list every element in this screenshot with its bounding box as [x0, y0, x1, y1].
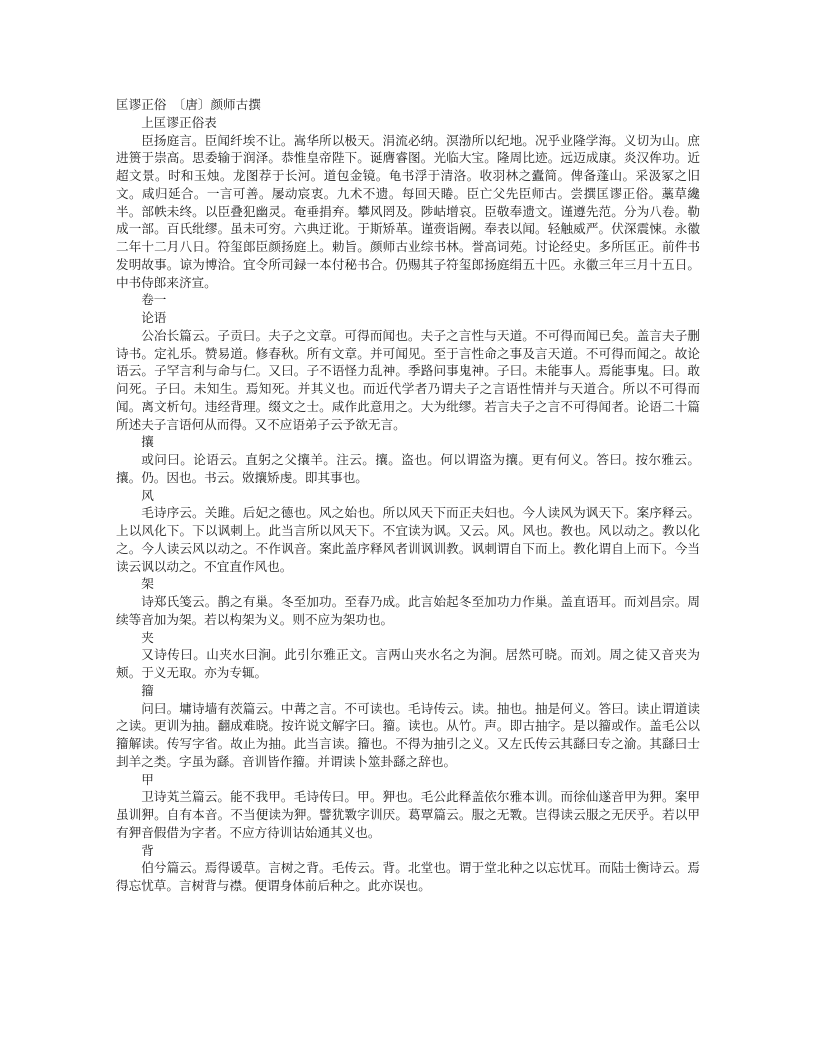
section-heading-lunyu: 论语: [141, 310, 167, 325]
memorial-heading: 上匡谬正俗表: [141, 114, 217, 130]
memorial-paragraph: 臣扬庭言。臣闻纤埃不让。嵩华所以极天。涓流必纳。溟渤所以纪地。况乎业隆学海。义切为山。庶进篑于崇高。思委输于润泽。恭惟皇帝陛下。诞膺睿图。光临大宝。隆周比迹。远迈成康。炎汉侔功。近超文景。时和玉烛。龙图荐于长河。道包金镜。龟书浮于清洛。收羽林之蠹简。俾备蓬山。采汲冢之旧文。咸归延合。一言可善。屡动宸衷。九术不遗。每回天睠。臣亡父先臣师古。尝撰匡谬正俗。藁草纔半。部帙未终。以臣叠犯幽灵。奄垂捐弃。攀风罔及。陟岵增哀。臣敬奉遗文。谨遵先范。分为八卷。勒成一部。百氏纰缪。虽未可穷。六典迂讹。于斯矫革。谨赍诣阙。奉表以闻。轻触威严。伏深震悚。永徽二年十二月八日。符玺郎臣颜扬庭上。勅旨。颜师古业综书林。誉高词苑。讨论经史。多所匡正。前件书发明故事。谅为博洽。宜令所司録一本付秘书合。仍赐其子符玺郎扬庭绢五十匹。永徽三年三月十五日。中书侍郎来济宣。: [116, 132, 700, 290]
entry-head-bei: 背: [141, 842, 154, 858]
entry-head-zhou: 籀: [141, 682, 154, 698]
juan-heading: 卷一: [141, 292, 167, 308]
entry-body: 诗郑氏笺云。鹊之有巢。冬至加功。至春乃成。此言始起冬至加功力作巢。盖直语耳。而刘昌宗。周续等音加为架。若以构架为义。则不应为架功也。: [116, 594, 700, 627]
entry-head-feng: 风: [141, 487, 154, 503]
entry-body: 又诗传曰。山夹水曰涧。此引尔雅正文。言两山夹水名之为涧。居然可晓。而刘。周之徒又音夹为颊。于义无取。亦为专辄。: [116, 647, 700, 680]
document-title: 匡谬正俗 〔唐〕颜师古撰: [116, 97, 261, 112]
entry-head-jia-clasp: 夹: [141, 629, 154, 645]
entry-head-rang: 攘: [141, 434, 154, 450]
entry-head-jia-frame: 架: [141, 576, 154, 592]
entry-head-jia-first: 甲: [141, 771, 154, 787]
document-body: [116, 96, 700, 895]
entry-body: 或问曰。论语云。直躬之父攘羊。注云。攘。盗也。何以谓盗为攘。更有何义。答曰。按尔雅云。攘。仍。因也。书云。敚攘矫虔。即其事也。: [116, 452, 700, 485]
entry-body: 毛诗序云。关雎。后妃之德也。风之始也。所以风天下而正夫妇也。今人读风为讽天下。案序释云。上以风化下。下以讽刺上。此当言所以风天下。不宜读为讽。又云。风。风也。教也。风以动之。教以化之。今人读云风以动之。不作讽音。案此盖序释风者训讽训教。讽刺谓自下而上。教化谓自上而下。今当读云讽以动之。不宜直作风也。: [116, 505, 700, 574]
entry-body: 伯兮篇云。焉得谖草。言树之背。毛传云。背。北堂也。谓于堂北种之以忘忧耳。而陆士衡诗云。焉得忘忧草。言树背与襟。便谓身体前后种之。此亦误也。: [116, 860, 700, 893]
entry-body: 公冶长篇云。子贡曰。夫子之文章。可得而闻也。夫子之言性与天道。不可得而闻已矣。盖言夫子删诗书。定礼乐。赞易道。修春秋。所有文章。并可闻见。至于言性命之事及言天道。不可得而闻之。故论语云。子罕言利与命与仁。又曰。子不语怪力乱神。季路问事鬼神。子曰。未能事人。焉能事鬼。曰。敢问死。子曰。未知生。焉知死。并其义也。而近代学者乃谓夫子之言语性情并与天道合。所以不可得而闻。离文析句。违经背理。缀文之士。咸作此意用之。大为纰缪。若言夫子之言不可得闻者。论语二十篇所述夫子言语何从而得。又不应语弟子云予欲无言。: [116, 327, 700, 432]
entry-body: 卫诗芄兰篇云。能不我甲。毛诗传曰。甲。狎也。毛公此释盖依尔雅本训。而徐仙遂音甲为狎。案甲虽训狎。自有本音。不当便读为狎。譬犹斁字训厌。葛覃篇云。服之无斁。岂得读云服之无厌乎。若以甲有狎音假借为字者。不应方待训诂始通其义也。: [116, 789, 700, 840]
entry-body: 问曰。墉诗墙有茨篇云。中冓之言。不可读也。毛诗传云。读。抽也。抽是何义。答曰。读止谓道读之读。更训为抽。翻成难晓。按许说文解字曰。籀。读也。从竹。声。即古抽字。是以籀或作。盖毛公以籀解读。传写字省。故止为抽。此当言读。籀也。不得为抽引之义。又左氏传云其繇曰专之渝。其繇曰士刲羊之类。字虽为繇。音训皆作籀。并谓读卜筮卦繇之辞也。: [116, 700, 700, 769]
